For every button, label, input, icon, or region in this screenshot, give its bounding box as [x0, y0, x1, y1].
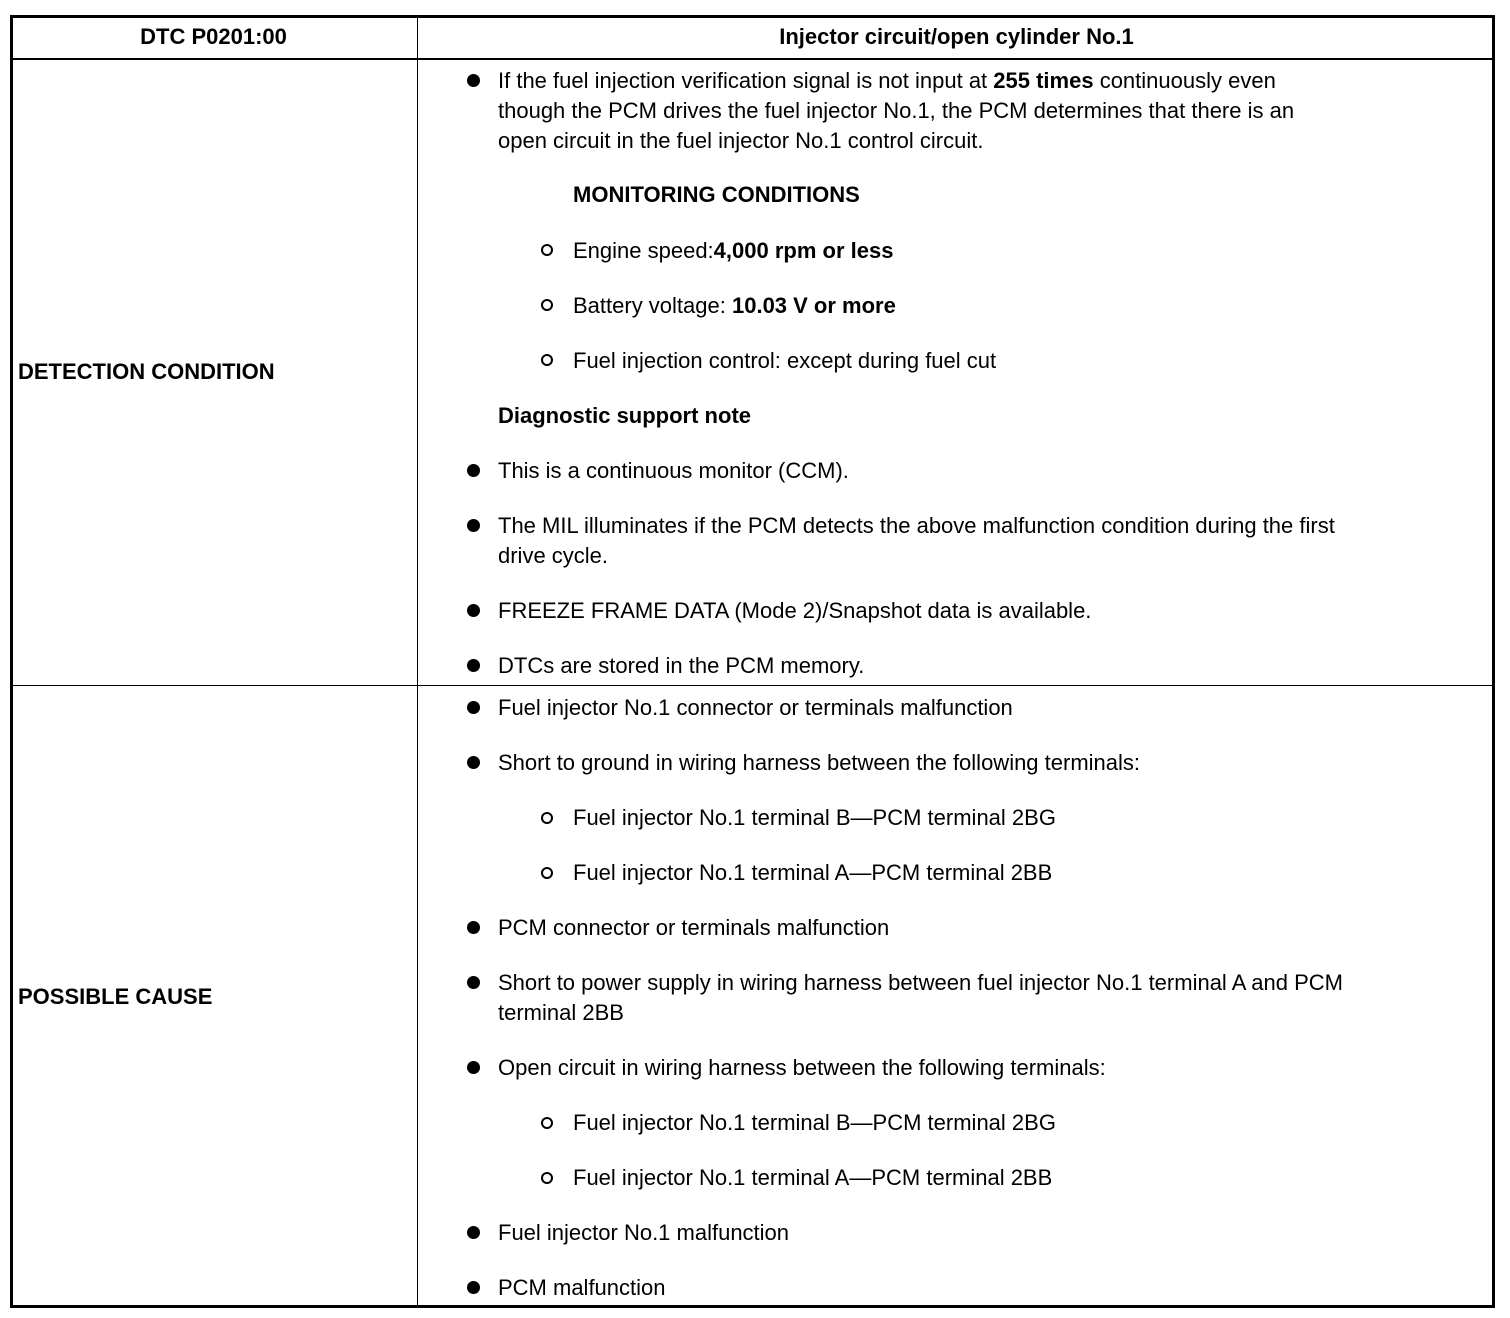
bullet-icon: [467, 519, 480, 532]
diagnostic-support-heading: Diagnostic support note: [498, 403, 751, 428]
support-note-1: This is a continuous monitor (CCM).: [498, 458, 849, 483]
cause-item-5b: Fuel injector No.1 terminal A—PCM terminal 2BB: [573, 1165, 1053, 1190]
cause-item-2a: Fuel injector No.1 terminal B—PCM terminal 2BG: [573, 805, 1056, 830]
bullet-icon: [467, 1226, 480, 1239]
circle-bullet-icon: [541, 299, 553, 311]
circle-bullet-icon: [541, 1172, 553, 1184]
bullet-icon: [467, 1281, 480, 1294]
circle-bullet-icon: [541, 812, 553, 824]
monitoring-battery-voltage-label: Battery voltage:: [573, 293, 732, 318]
bullet-icon: [467, 756, 480, 769]
bullet-icon: [467, 921, 480, 934]
monitoring-battery-voltage: [573, 291, 896, 321]
cause-item-2: Short to ground in wiring harness between the following terminals:: [498, 750, 1141, 775]
header-divider: [10, 58, 1495, 60]
bullet-icon: [467, 976, 480, 989]
detection-item-1-line3: open circuit in the fuel injector No.1 control circuit.: [498, 128, 984, 153]
detection-condition-label: DETECTION CONDITION: [18, 359, 275, 384]
bullet-icon: [467, 701, 480, 714]
cause-item-4-line2: terminal 2BB: [498, 1000, 624, 1025]
detection-item-1-line2: though the PCM drives the fuel injector No.1, the PCM determines that there is an: [498, 98, 1295, 123]
cause-item-4-line1: Short to power supply in wiring harness between fuel injector No.1 terminal A and PCM: [498, 970, 1343, 995]
cause-item-6: Fuel injector No.1 malfunction: [498, 1220, 790, 1245]
support-note-2-line2: drive cycle.: [498, 543, 609, 568]
dtc-code-header: DTC P0201:00: [140, 24, 287, 49]
support-note-2-line1: The MIL illuminates if the PCM detects the above malfunction condition during the first: [498, 513, 1335, 538]
detection-item-1-text-c: continuously even: [1093, 68, 1276, 93]
support-note-4: DTCs are stored in the PCM memory.: [498, 653, 865, 678]
cause-item-2b: Fuel injector No.1 terminal A—PCM terminal 2BB: [573, 860, 1053, 885]
bullet-icon: [467, 464, 480, 477]
circle-bullet-icon: [541, 867, 553, 879]
bullet-icon: [467, 1061, 480, 1074]
monitoring-fuel-injection-control: Fuel injection control: except during fuel cut: [573, 348, 997, 373]
possible-cause-label: POSSIBLE CAUSE: [18, 984, 213, 1009]
detection-item-1-text-a: If the fuel injection verification signal is not input at: [498, 68, 994, 93]
monitoring-engine-speed-value: 4,000 rpm or less: [713, 238, 894, 263]
circle-bullet-icon: [541, 244, 553, 256]
dtc-title-header: Injector circuit/open cylinder No.1: [779, 24, 1134, 49]
bullet-icon: [467, 659, 480, 672]
monitoring-battery-voltage-value: 10.03 V or more: [731, 293, 896, 318]
cause-item-7: PCM malfunction: [498, 1275, 666, 1300]
cause-item-3: PCM connector or terminals malfunction: [498, 915, 890, 940]
monitoring-engine-speed-label: Engine speed:: [573, 238, 714, 263]
cause-item-5a: Fuel injector No.1 terminal B—PCM terminal 2BG: [573, 1110, 1056, 1135]
monitoring-engine-speed: [573, 236, 893, 266]
detection-item-1-threshold: 255 times: [993, 68, 1094, 93]
support-note-3: FREEZE FRAME DATA (Mode 2)/Snapshot data is available.: [498, 598, 1092, 623]
row-divider: [10, 685, 1495, 686]
bullet-icon: [467, 74, 480, 87]
circle-bullet-icon: [541, 1117, 553, 1129]
detection-item-1: [498, 66, 1276, 96]
bullet-icon: [467, 604, 480, 617]
circle-bullet-icon: [541, 354, 553, 366]
monitoring-conditions-heading: MONITORING CONDITIONS: [573, 182, 860, 207]
cause-item-1: Fuel injector No.1 connector or terminals malfunction: [498, 695, 1013, 720]
cause-item-5: Open circuit in wiring harness between the following terminals:: [498, 1055, 1106, 1080]
column-divider: [417, 15, 418, 1308]
